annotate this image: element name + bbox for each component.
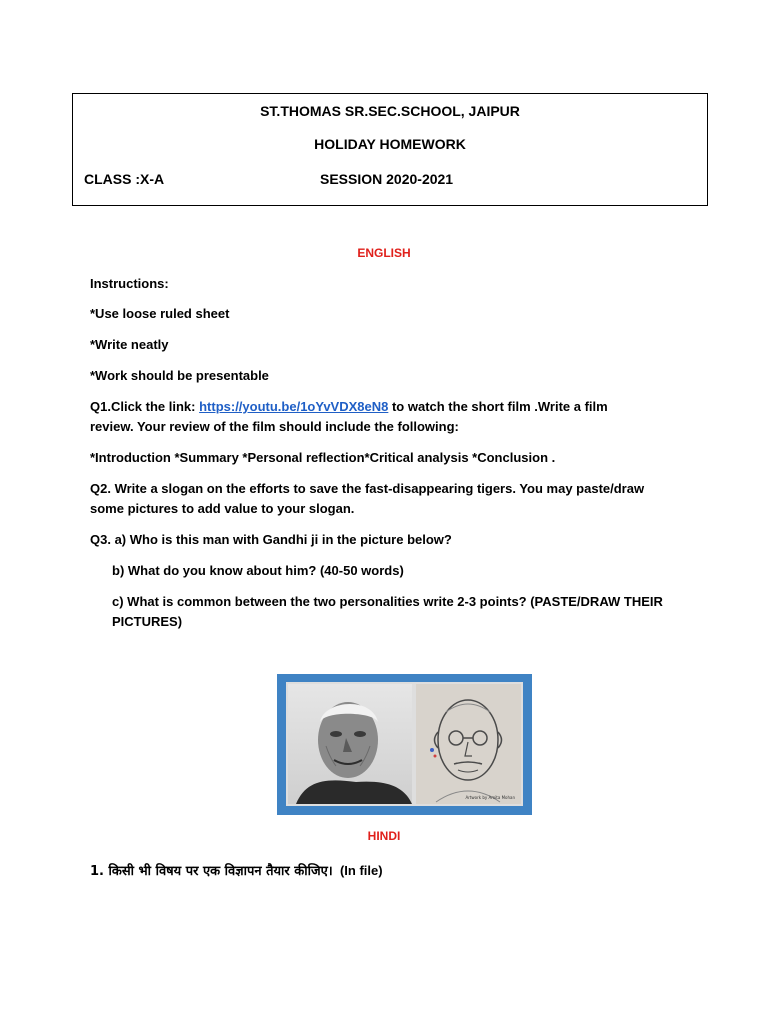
session-label: SESSION 2020-2021: [320, 171, 454, 187]
instructions-title: Instructions:: [90, 276, 169, 291]
q1-suffix: to watch the short film .Write a film: [388, 399, 608, 414]
portraits-illustration: [286, 682, 523, 806]
english-heading: ENGLISH: [357, 246, 411, 260]
school-name: ST.THOMAS SR.SEC.SCHOOL, JAIPUR: [260, 103, 520, 119]
right-portrait-bg: [416, 684, 521, 804]
hindi-q1-note: (In file): [339, 863, 383, 878]
q1-prefix: Q1.Click the link:: [90, 399, 200, 414]
q3-c-line1: c) What is common between the two personalities write 2-3 points? (PASTE/DRAW THEIR: [112, 594, 663, 609]
header-box: [72, 93, 708, 206]
film-link[interactable]: https://youtu.be/1oYvVDX8eN8: [199, 399, 389, 414]
hindi-q1: [90, 861, 383, 879]
q1-line: [90, 399, 608, 414]
q1-line2: review. Your review of the film should include the following:: [90, 419, 459, 434]
q1-points: *Introduction *Summary *Personal reflection*Critical analysis *Conclusion .: [90, 450, 556, 465]
instruction-item: *Write neatly: [90, 337, 169, 352]
q3-c-line2: PICTURES): [112, 614, 183, 629]
portraits-frame: [286, 682, 523, 806]
blue-mark: [430, 748, 434, 752]
q2-line2: some pictures to add value to your slogan.: [90, 501, 355, 516]
artwork-credit: Artwork by Amita Mohan: [465, 795, 515, 800]
portraits-figure: [277, 674, 532, 815]
class-label: CLASS :X-A: [84, 171, 165, 187]
instruction-item: *Use loose ruled sheet: [90, 306, 230, 321]
hindi-q1-text: 1. किसी भी विषय पर एक विज्ञापन तैयार कीजिए।: [90, 864, 333, 879]
q3-a: Q3. a) Who is this man with Gandhi ji in the picture below?: [90, 532, 452, 547]
q2-line1: Q2. Write a slogan on the efforts to save the fast-disappearing tigers. You may paste/draw: [90, 481, 645, 496]
hindi-heading: HINDI: [367, 829, 401, 843]
instruction-item: *Work should be presentable: [90, 368, 269, 383]
q3-b: b) What do you know about him? (40-50 words): [112, 563, 404, 578]
red-mark: [434, 755, 437, 758]
page-title: HOLIDAY HOMEWORK: [314, 136, 466, 152]
